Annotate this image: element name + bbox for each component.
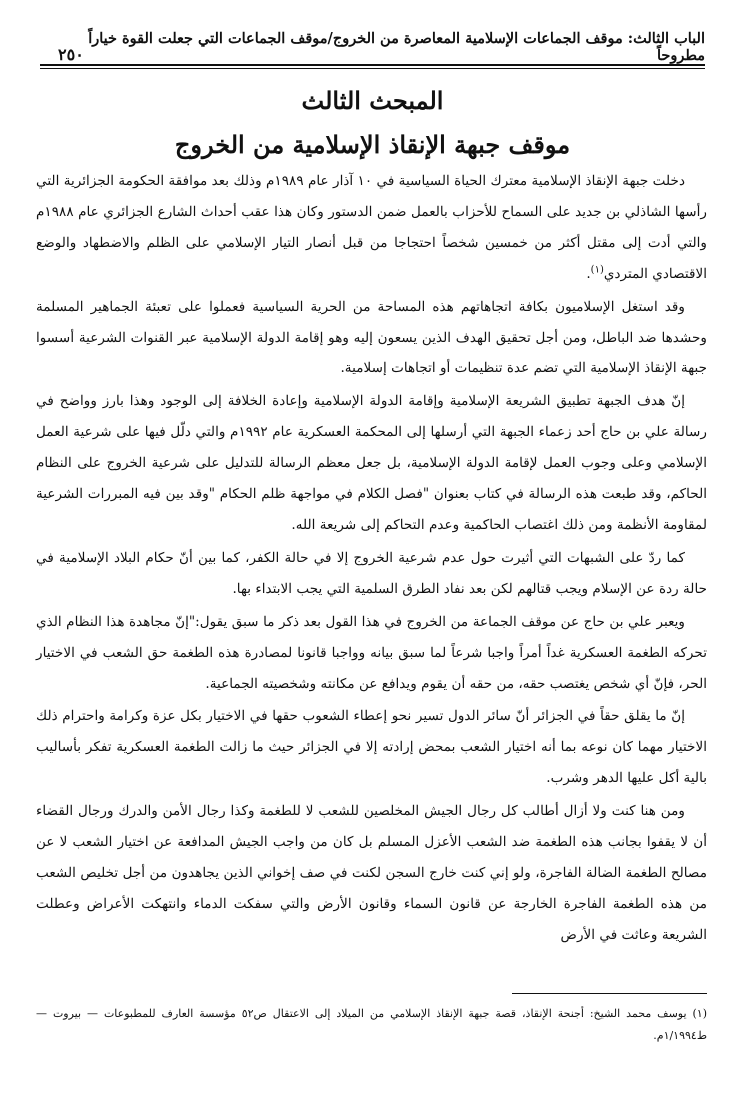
paragraph: ومن هنا كنت ولا أزال أطالب كل رجال الجيش المخلصين للشعب لا للطغمة وكذا رجال الأمن والدرك ورجال القضاء أن لا يقفوا بجانب هذه الطغمة ضد الشعب الأعزل المسلم بل كان من واجب الجيش المدافعة عن اختيار الشعب لا عن مصالح الطغمة الضالة الفاجرة، ولو إني كنت خارج السجن لكنت في صف إخواني الذين يجاهدون من أجل تخليص الشعب من هذه الطغمة الفاجرة الخارجة عن قانون السماء وقانون الأرض والتي سفكت الدماء وانتهكت الأعراض وعطلت الشريعة وعاثت في الأرض xyxy=(36,803,707,943)
paragraph: وقد استغل الإسلاميون بكافة اتجاهاتهم هذه المساحة من الحرية السياسية فعملوا على تعبئة الجماهير المسلمة وحشدها ضد الباطل، ومن أجل تحقيق الهدف الذين يسعون إليه وهو إقامة الدولة الإسلامية عبر القنوات الشرعية أسسوا جبهة الإنقاذ الإسلامية التي تضم عدة تنظيمات أو اتجاهات إسلامية. xyxy=(36,298,707,377)
paragraph: كما ردّ على الشبهات التي أثيرت حول عدم شرعية الخروج إلا في حالة الكفر، كما بين أنّ حكام البلاد الإسلامية في حالة ردة عن الإسلام ويجب قتالهم لكن بعد نفاد الطرق السلمية التي يجب الابتداء بها. xyxy=(36,549,707,597)
paragraph: إنّ ما يقلق حقاً في الجزائر أنّ سائر الدول تسير نحو إعطاء الشعوب حقها في الاختيار بكل عزة وكرامة واحترام ذلك الاختيار مهما كان نوعه بما أنه اختيار الشعب بمحض إرادته إلا في الجزائر حيث ما زالت الطغمة العسكرية تفكر بأساليب بالية أكل عليها الدهر وشرب. xyxy=(36,708,707,787)
running-header xyxy=(50,30,705,68)
paragraph: إنّ هدف الجبهة تطبيق الشريعة الإسلامية وإقامة الدولة الإسلامية وإعادة الخلافة إلى الوجود وهذا بارز وواضح في رسالة علي بن حاج أحد زعماء الجبهة التي أرسلها إلى المحكمة العسكرية عام ١٩٩٢م والتي دلّل فيها على شرعية العمل الإسلامي وعلى وجوب العمل لإقامة الدولة الإسلامية، بل جعل معظم الرسالة للتدليل على شرعية الخروج على النظام الحاكم، وقد طبعت هذه الرسالة في كتاب بعنوان "فصل الكلام في مواجهة ظلم الحكام "وقد بين فيه المبررات الشرعية لمقاومة الأنظمة ومن ذلك اغتصاب الحاكمية وعدم التحاكم إلى شريعة الله. xyxy=(36,393,707,533)
paragraph xyxy=(36,166,707,290)
paragraph-tail: . xyxy=(586,265,591,282)
paragraph: ويعبر علي بن حاج عن موقف الجماعة من الخروج في هذا القول بعد ذكر ما سبق يقول:"إنّ مجاهدة هذا النظام الذي تحركه الطغمة العسكرية غداً أمراً واجبا شرعاً لما سبق بيانه وواجبا قانونا لمصادرة هذه الطغمة حق الشعب في الاختيار الحر، فإنّ أي شخص يغتصب حقه، من حقه أن يقوم ويدافع عن مكانته وشخصيته الجماعية. xyxy=(36,613,707,692)
header-rule-thin xyxy=(40,68,705,69)
section-label: المبحث الثالث xyxy=(301,86,444,115)
running-title: الباب الثالث: موقف الجماعات الإسلامية المعاصرة من الخروج/موقف الجماعات التي جعلت القوة خياراً مطروحاً xyxy=(88,30,705,64)
header-rule xyxy=(40,64,705,66)
footnote-marker: (١) xyxy=(692,1007,707,1020)
paragraph-text: دخلت جبهة الإنقاذ الإسلامية معترك الحياة السياسية في ١٠ آذار عام ١٩٨٩م وذلك بعد موافقة الحكومة الجزائرية التي رأسها الشاذلي بن جديد على السماح للأحزاب بالعمل ضمن الدستور وكان هذا عقب أحداث الشارع الجزائري عام ١٩٨٨م والتي أدت إلى مقتل أكثر من خمسين شخصاً احتجاجا من قبل أنصار التيار الإسلامي على الظلم والاضطهاد والوضع الاقتصادي المتردي xyxy=(36,173,707,282)
footnote-rule xyxy=(512,993,707,994)
section-title: موقف جبهة الإنقاذ الإسلامية من الخروج xyxy=(174,130,571,159)
footnote xyxy=(36,1003,707,1047)
footnote-ref: (١) xyxy=(590,264,604,276)
footnotes xyxy=(36,1003,707,1047)
page-number: ٢٥٠ xyxy=(58,45,84,64)
body-text xyxy=(36,166,707,953)
footnote-text: يوسف محمد الشيخ: أجنحة الإنقاذ، قصة جبهة الإنقاذ الإسلامي من الميلاد إلى الاعتقال ص٥٢ مؤسسة العارف للمطبوعات — بيروت — ط١/١٩٩٤م. xyxy=(36,1007,707,1042)
